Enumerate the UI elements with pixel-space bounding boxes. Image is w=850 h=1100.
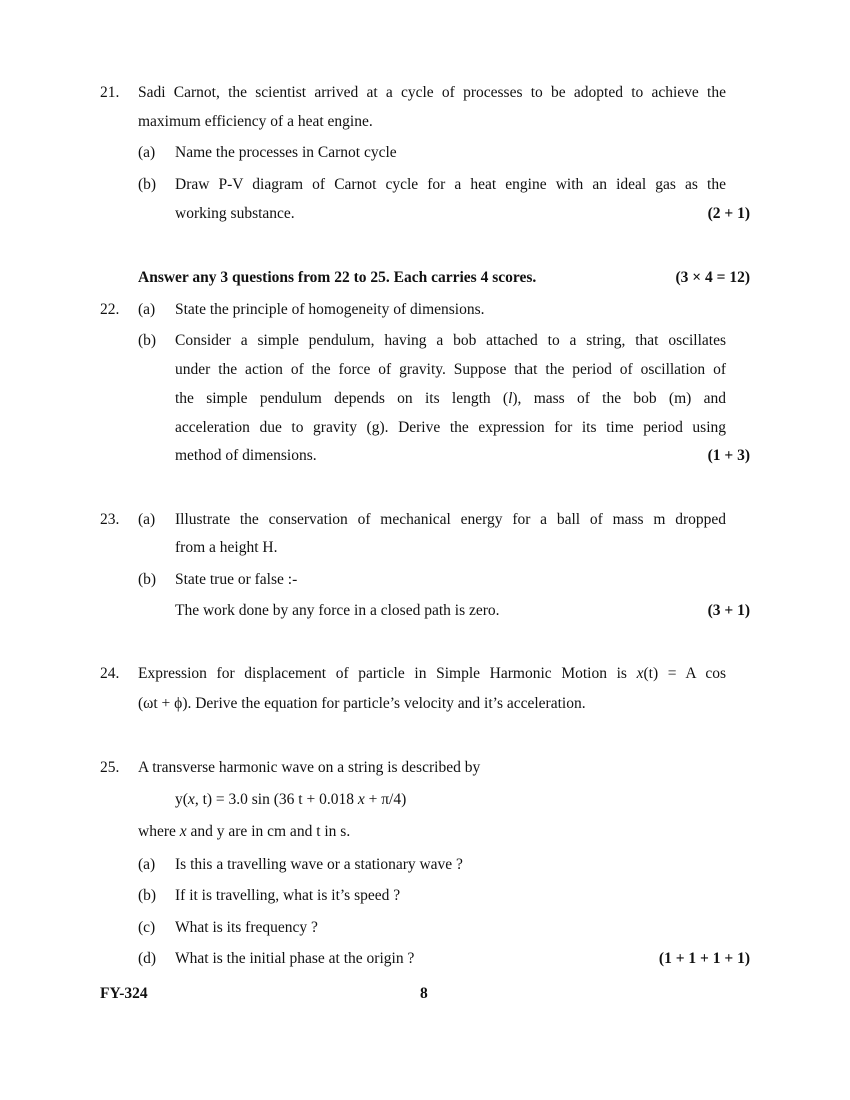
q22a-text: State the principle of homogeneity of dimensions. [175,301,485,318]
q21-stem-line-1: Sadi Carnot, the scientist arrived at a cycle of processes to be adopted to achieve the [138,84,726,101]
paper-code: FY-324 [100,985,148,1002]
q23b-label: (b) [138,571,157,588]
equation-part-1: y( [175,791,188,808]
q25a-text: Is this a travelling wave or a stationary wave ? [175,856,463,873]
q22a-label: (a) [138,301,156,318]
length-variable: l [508,390,513,407]
q22b-line-4: acceleration due to gravity (g). Derive the expression for its time period using [175,419,726,436]
q24-line-1-part-1: Expression for displacement of particle in Simple Harmonic Motion is [138,665,637,682]
q21a-text: Name the processes in Carnot cycle [175,144,397,161]
equation-variable-x: x [187,791,195,808]
q24-line-1-part-2: (t) = A cos [643,665,726,682]
q22b-line-1: Consider a simple pendulum, having a bob attached to a string, that oscillates [175,332,726,349]
section-instruction: Answer any 3 questions from 22 to 25. Each carries 4 scores. [138,269,537,286]
q21b-label: (b) [138,176,157,193]
q21-number: 21. [100,84,120,101]
q23a-line-2: from a height H. [175,539,278,556]
q23b-line-2: The work done by any force in a closed path is zero. [175,602,500,619]
q24-number: 24. [100,665,120,682]
q21-marks: (2 + 1) [707,205,750,222]
q23a-line-1: Illustrate the conservation of mechanical energy for a ball of mass m dropped [175,511,726,528]
q22b-line-5: method of dimensions. [175,447,317,464]
section-marks: (3 × 4 = 12) [675,269,750,286]
q23a-label: (a) [138,511,156,528]
q25b-text: If it is travelling, what is it’s speed ? [175,887,401,904]
where-variable-x: x [179,823,187,840]
q24-line-2: (ωt + ϕ). Derive the equation for particle’s velocity and it’s acceleration. [138,695,586,712]
q22b-line-2: under the action of the force of gravity. Suppose that the period of oscillation of [175,361,726,378]
q25-where-line [138,822,350,842]
q25c-text: What is its frequency ? [175,919,318,936]
q24-line-1 [138,664,726,684]
q22b-label: (b) [138,332,157,349]
q23b-line-1: State true or false :- [175,571,298,588]
q23-number: 23. [100,511,120,528]
q23-marks: (3 + 1) [707,602,750,619]
where-part-2: and y are in cm and t in s. [186,823,351,840]
q25a-label: (a) [138,856,156,873]
where-part-1: where [138,823,180,840]
q25-stem: A transverse harmonic wave on a string is described by [138,759,481,776]
q22-marks: (1 + 3) [707,447,750,464]
q25b-label: (b) [138,887,157,904]
page-number: 8 [420,985,428,1002]
equation-part-2: , t) = 3.0 sin (36 t + 0.018 [194,791,358,808]
q21b-line-2: working substance. [175,205,295,222]
displacement-variable: x [636,665,644,682]
q25d-text: What is the initial phase at the origin ? [175,950,415,967]
wave-equation [175,790,406,810]
q22b-line-3-part-2: ), mass of the bob (m) and [512,390,726,407]
equation-variable-x-2: x [357,791,365,808]
q21-stem-line-2: maximum efficiency of a heat engine. [138,113,373,130]
q25-number: 25. [100,759,120,776]
q22b-line-3 [175,389,726,409]
q22b-line-3-part-1: the simple pendulum depends on its length ( [175,390,509,407]
q22-number: 22. [100,301,120,318]
equation-part-3: + π/4) [364,791,407,808]
q25-marks: (1 + 1 + 1 + 1) [658,950,750,967]
q25c-label: (c) [138,919,156,936]
q21b-line-1: Draw P-V diagram of Carnot cycle for a heat engine with an ideal gas as the [175,176,726,193]
q21a-label: (a) [138,144,156,161]
q25d-label: (d) [138,950,157,967]
